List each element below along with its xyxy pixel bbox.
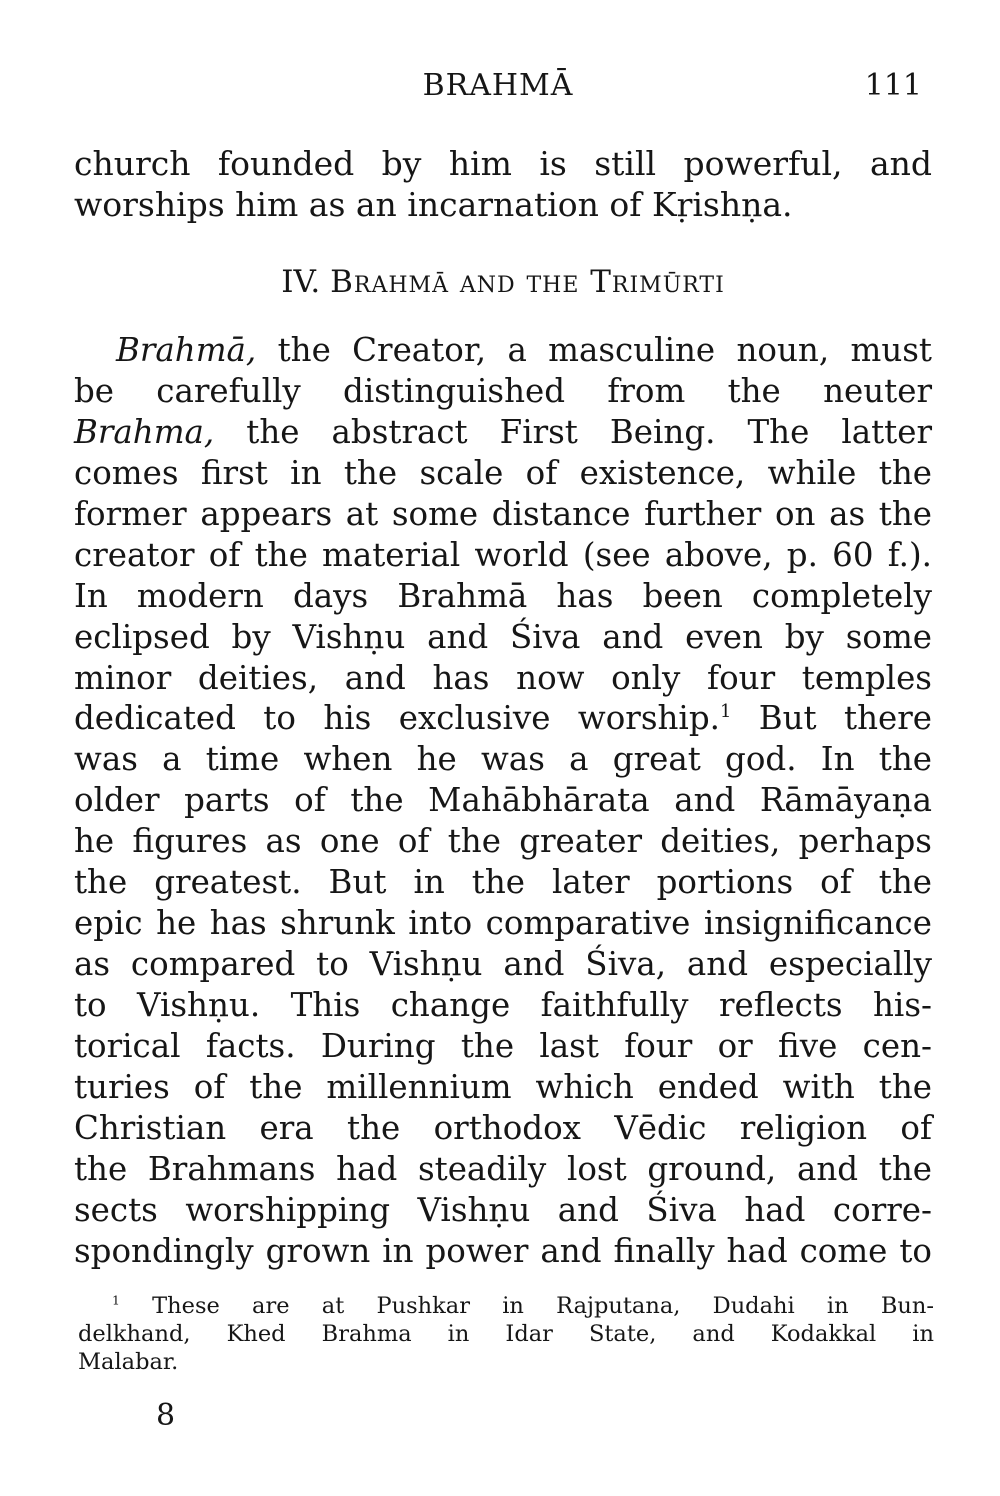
text-line: be carefully distinguished from the neuter	[74, 371, 932, 410]
page-number: 111	[864, 68, 922, 103]
text-line: turies of the millennium which ended with the	[74, 1067, 932, 1106]
text-line: creator of the material world (see above, p. 60 f.).	[74, 535, 932, 574]
footnote	[78, 1292, 934, 1376]
text-line: the greatest. But in the later portions of the	[74, 863, 932, 902]
text-line: to Vishṇu. This change faithfully reflects his-	[74, 986, 932, 1024]
text-line: worships him as an incarnation of Kṛishṇa.	[74, 185, 793, 224]
text-line: as compared to Vishṇu and Śiva, and especially	[74, 945, 932, 984]
text-line: the Brahmans had steadily lost ground, and the	[74, 1149, 932, 1188]
text-line: Brahma, the abstract First Being. The latter	[74, 412, 932, 451]
footnote-reference: 1	[719, 701, 732, 723]
section-numeral: IV.	[281, 264, 321, 300]
text-line: church founded by him is still powerful, and	[74, 144, 932, 183]
signature-mark: 8	[156, 1398, 176, 1433]
text-line: Christian era the orthodox Vēdic religion of	[74, 1108, 932, 1147]
main-paragraph	[74, 330, 932, 1272]
italic-term: Brahma,	[74, 412, 215, 451]
text-line: sects worshipping Vishṇu and Śiva had corre-	[74, 1190, 932, 1229]
text-line: In modern days Brahmā has been completely	[74, 576, 932, 615]
continuation-text	[74, 143, 932, 225]
text-line: was a time when he was a great god. In the	[74, 740, 932, 779]
italic-term: Brahmā,	[116, 331, 257, 369]
text-line: dedicated to his exclusive worship.$^1$ But there	[74, 699, 933, 738]
section-title: Brahmā and the Trimūrti	[330, 264, 725, 300]
text-line: minor deities, and has now only four temples	[74, 658, 932, 697]
text-line: epic he has shrunk into comparative insignificance	[74, 904, 932, 943]
footnote-marker: 1	[112, 1293, 120, 1308]
text-line: eclipsed by Vishṇu and Śiva and even by some	[74, 617, 932, 656]
page-header	[0, 66, 1000, 112]
footnote-line: delkhand, Khed Brahma in Idar State, and Kodakkal in	[78, 1321, 934, 1347]
text-line: comes first in the scale of existence, while the	[74, 453, 932, 492]
footnote-line: $^1$ These are at Pushkar in Rajputana, Dudahi in Bun-	[112, 1293, 934, 1319]
text-line: former appears at some distance further on as the	[74, 494, 932, 533]
text-line: torical facts. During the last four or five cen-	[74, 1026, 932, 1065]
text-line: he figures as one of the greater deities, perhaps	[74, 822, 932, 861]
section-heading	[74, 262, 932, 302]
running-title: BRAHMĀ	[422, 68, 574, 103]
text-line: spondingly grown in power and finally had come to	[74, 1231, 932, 1270]
footnote-line: Malabar.	[78, 1349, 179, 1375]
text-line: Brahmā, the Creator, a masculine noun, must	[116, 331, 932, 369]
text-line: older parts of the Mahābhārata and Rāmāyaṇa	[74, 781, 932, 820]
